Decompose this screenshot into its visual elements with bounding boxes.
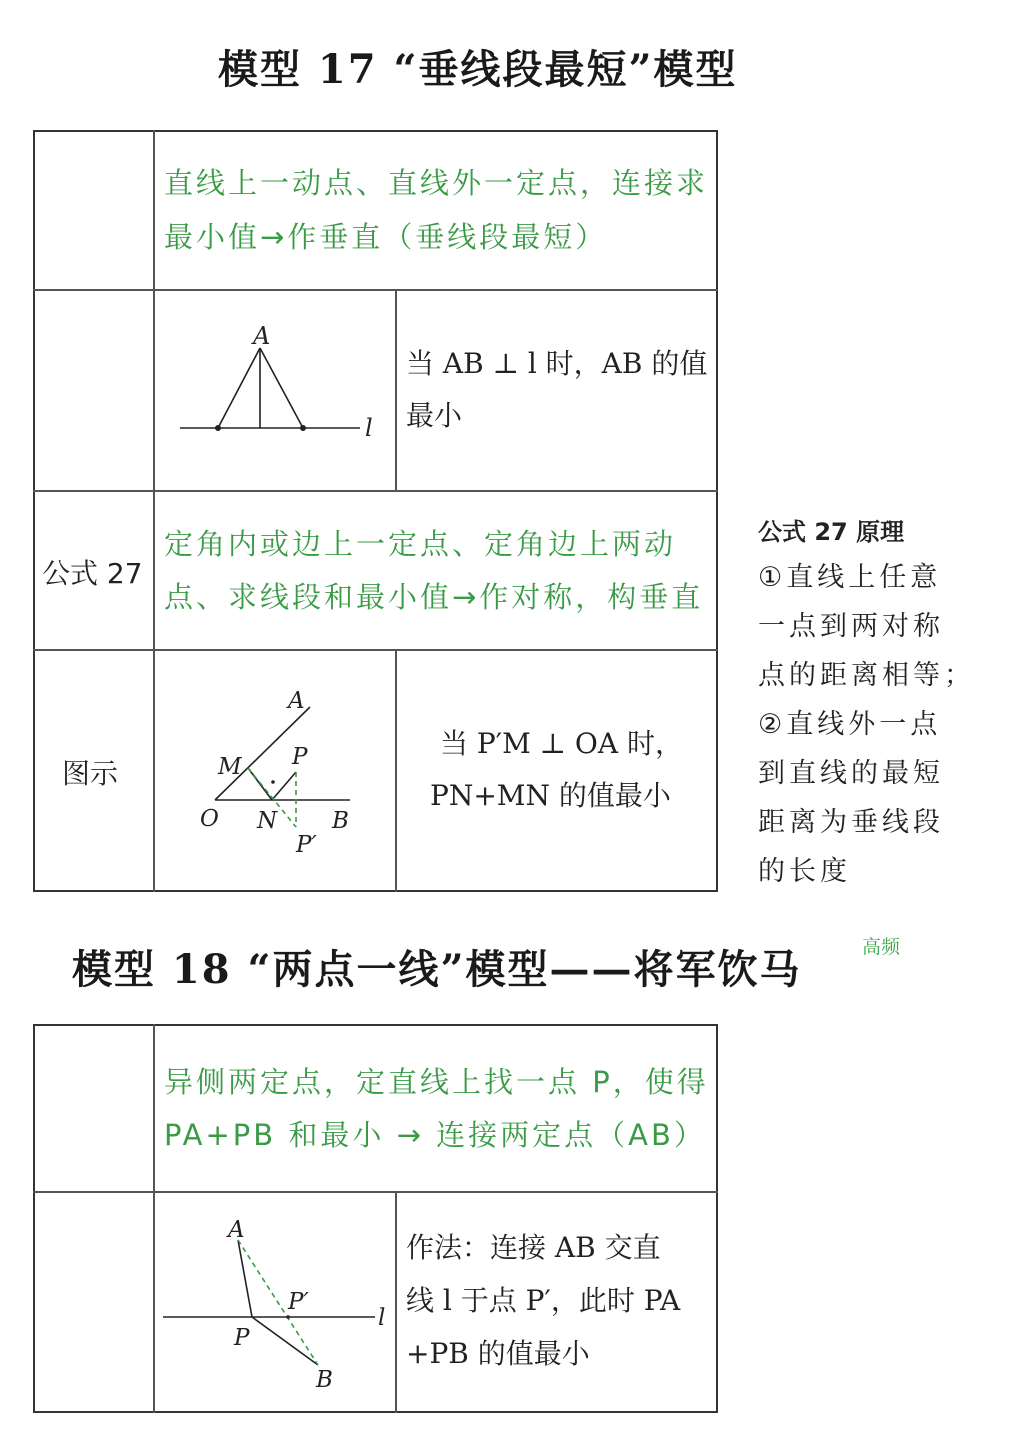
model-17-row1-line1: 直线上一动点、直线外一定点，连接求 <box>164 166 709 200</box>
label-A: A <box>253 322 271 350</box>
model-18-row2-line1: 作法：连接 AB 交直 <box>406 1231 661 1264</box>
label-B: B <box>332 808 349 834</box>
label-l: l <box>378 1305 386 1331</box>
model-18-row2-line3: +PB 的值最小 <box>406 1337 590 1370</box>
label-A: A <box>288 688 305 714</box>
model-17-row4-line2: PN+MN 的值最小 <box>430 779 671 812</box>
model-17-row1-line2: 最小值→作垂直（垂线段最短） <box>164 220 608 254</box>
formula-27-label: 公式 27 <box>42 557 143 590</box>
model-17-row2-line1: 当 AB ⊥ l 时，AB 的值 <box>406 347 708 380</box>
model-18-title: 模型 18 “两点一线”模型——将军饮马 <box>72 946 802 993</box>
label-N: N <box>257 808 278 834</box>
label-P-prime: P′ <box>296 832 317 858</box>
principle-line: ②直线外一点 <box>758 709 942 740</box>
label-O: O <box>200 806 219 832</box>
principle-line: 一点到两对称 <box>758 611 944 642</box>
model-17-row3-line2: 点、求线段和最小值→作对称，构垂直 <box>164 580 704 614</box>
model-18-row2-line2: 线 l 于点 P′，此时 PA <box>406 1284 681 1317</box>
principle-title: 公式 27 原理 <box>758 518 905 546</box>
model-18-row1-line2: PA+PB 和最小 → 连接两定点（AB） <box>164 1118 706 1152</box>
label-B: B <box>316 1367 333 1393</box>
label-l: l <box>365 414 373 442</box>
model-17-row4-line1: 当 P′M ⊥ OA 时， <box>440 727 683 760</box>
symmetry-diagram <box>160 662 390 877</box>
principle-line: 距离为垂线段 <box>758 807 944 838</box>
high-frequency-badge: 高频 <box>862 936 901 958</box>
model-17-title: 模型 17 “垂线段最短”模型 <box>218 46 738 93</box>
perpendicular-diagram <box>160 318 390 468</box>
formula-27-principle <box>758 515 975 896</box>
model-17-row3-line1: 定角内或边上一定点、定角边上两动 <box>164 527 677 561</box>
principle-line: ①直线上任意 <box>758 562 942 593</box>
label-P-prime: P′ <box>288 1289 309 1315</box>
label-P: P <box>234 1325 250 1351</box>
principle-line: 到直线的最短 <box>758 758 944 789</box>
principle-line: 的长度 <box>758 856 851 887</box>
label-A: A <box>228 1217 245 1243</box>
model-17-row2-line2: 最小 <box>406 399 463 432</box>
label-P: P <box>292 744 308 770</box>
principle-line: 点的距离相等； <box>758 660 975 691</box>
illustration-label: 图示 <box>62 757 119 790</box>
label-M: M <box>218 754 242 780</box>
model-18-row1-line1: 异侧两定点，定直线上找一点 P，使得 <box>164 1065 709 1099</box>
general-watering-diagram <box>160 1205 390 1400</box>
